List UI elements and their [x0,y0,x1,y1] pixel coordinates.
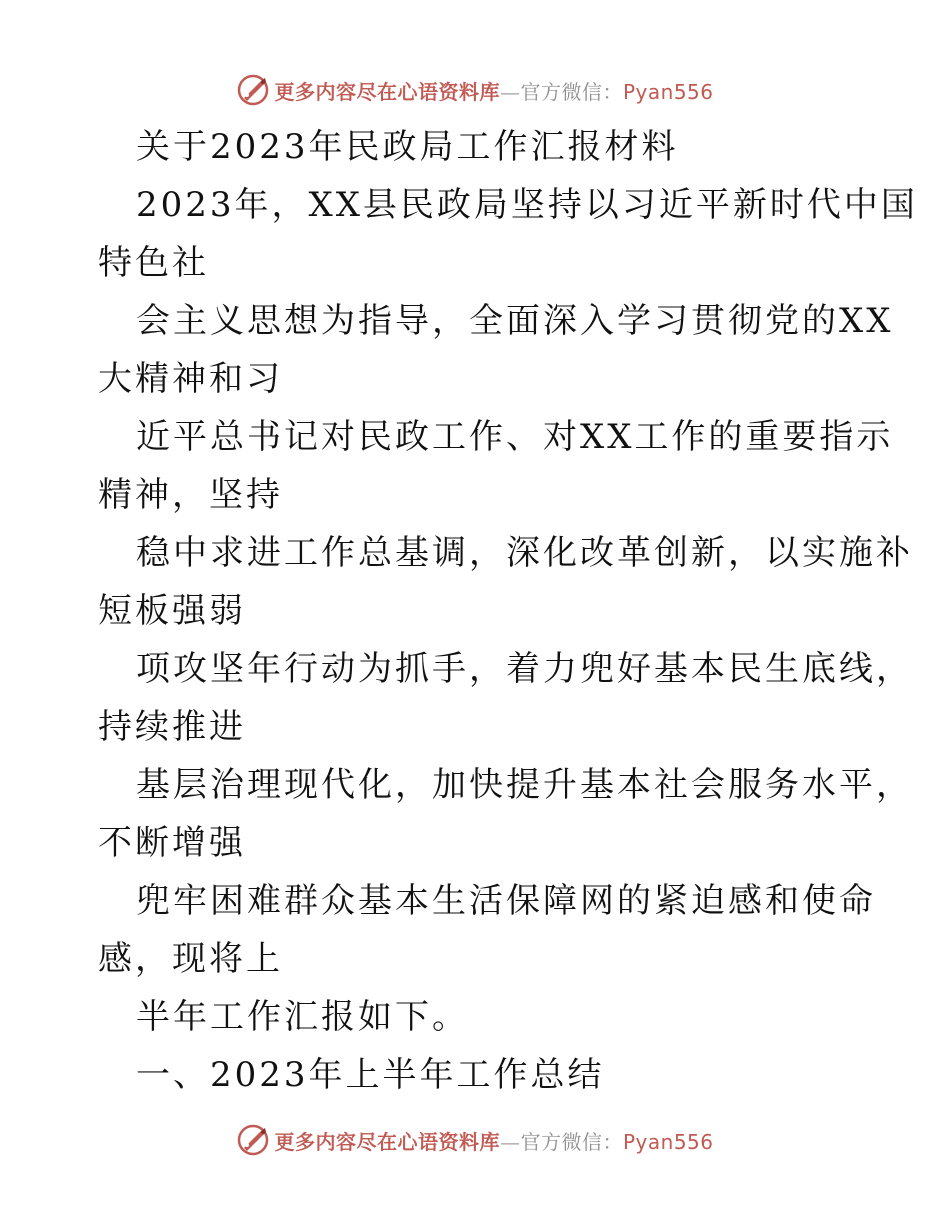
paragraph-line: 短板强弱 [98,591,246,631]
paragraph-line: 稳中求进工作总基调，深化改革创新，以实施补 [136,533,913,573]
watermark-brand: 更多内容尽在心语资料库 [274,79,500,104]
paragraph-line: 持续推进 [98,707,246,747]
paragraph-line: 不断增强 [98,823,246,863]
quill-pen-logo-icon [236,73,270,107]
paragraph-line: 半年工作汇报如下。 [136,997,469,1037]
watermark-brand: 更多内容尽在心语资料库 [274,1129,500,1154]
watermark-text [274,1126,713,1155]
paragraph-line: 特色社 [98,243,209,283]
watermark-label: 官方微信： [520,79,623,104]
watermark-wechat-id: Pyan556 [622,1129,714,1154]
watermark-label: 官方微信： [520,1129,623,1154]
paragraph-line: 兜牢困难群众基本生活保障网的紧迫感和使命 [136,881,876,921]
watermark-text [274,76,713,105]
paragraph-line: 2023年，XX县民政局坚持以习近平新时代中国 [136,185,918,225]
paragraph-line: 近平总书记对民政工作、对XX工作的重要指示 [136,417,894,457]
watermark-banner-top [0,70,950,110]
watermark-separator: — [499,1129,521,1154]
watermark-wechat-id: Pyan556 [622,79,714,104]
watermark-separator: — [499,79,521,104]
section-heading: 一、2023年上半年工作总结 [136,1055,605,1095]
paragraph-line: 感，现将上 [98,939,283,979]
paragraph-line: 大精神和习 [98,359,283,399]
watermark-banner-bottom [0,1120,950,1160]
paragraph-line: 会主义思想为指导，全面深入学习贯彻党的XX [136,301,894,341]
document-title: 关于2023年民政局工作汇报材料 [136,127,679,167]
paragraph-line: 项攻坚年行动为抓手，着力兜好基本民生底线， [136,649,913,689]
quill-pen-logo-icon [236,1123,270,1157]
paragraph-line: 精神，坚持 [98,475,283,515]
paragraph-line: 基层治理现代化，加快提升基本社会服务水平， [136,765,913,805]
